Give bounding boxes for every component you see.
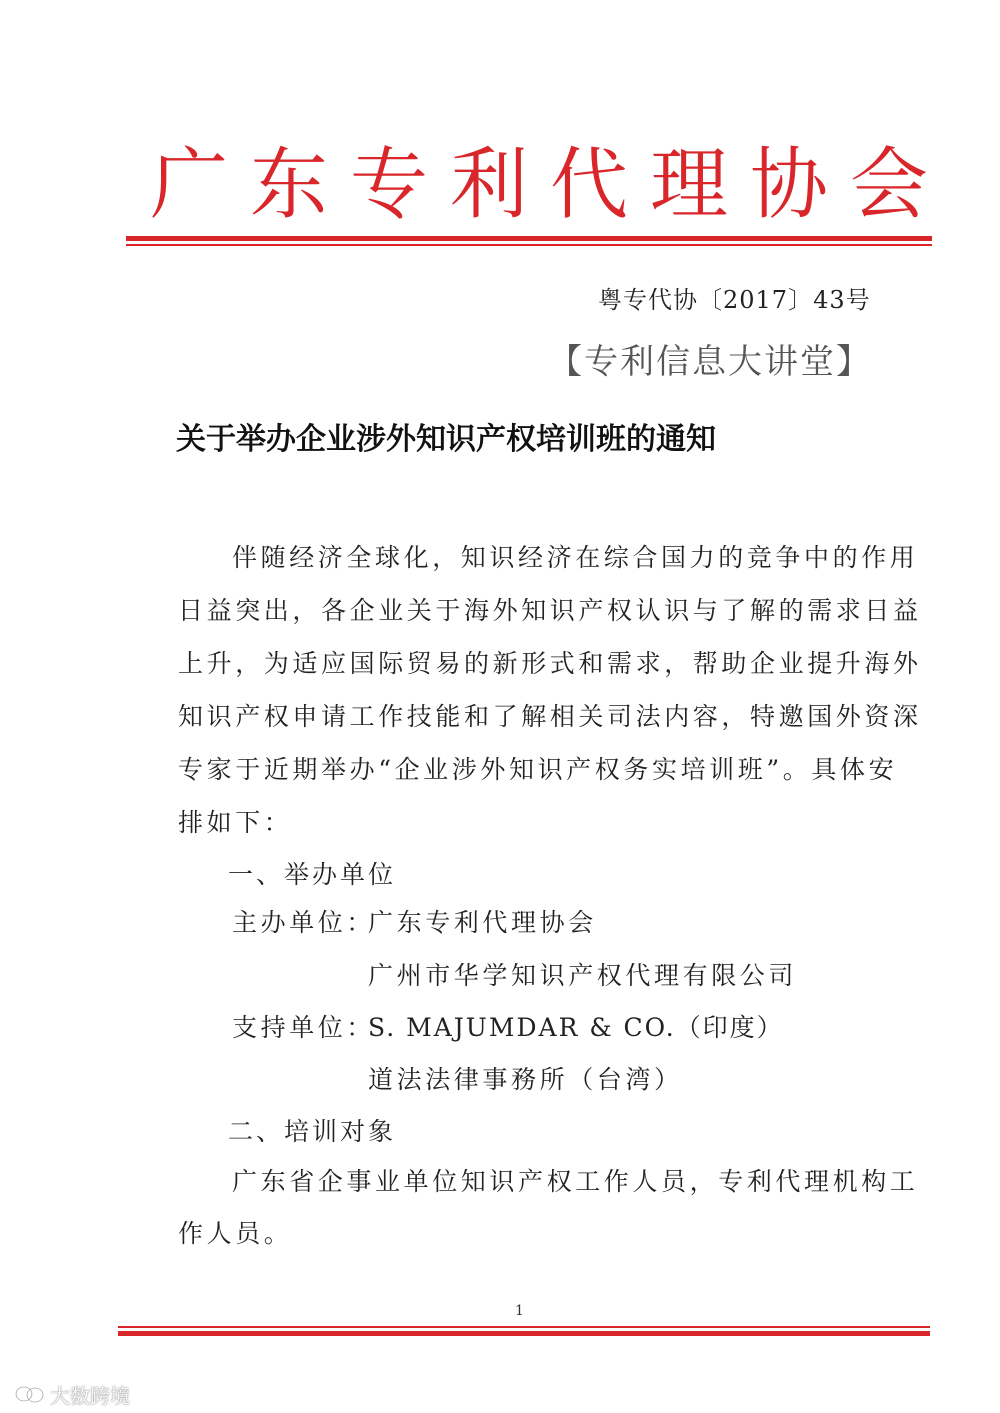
section-2-text: 作人员。 [178, 1219, 293, 1248]
notice-title: 关于举办企业涉外知识产权培训班的通知 [176, 422, 716, 457]
intro-line: 日益突出，各企业关于海外知识产权认识与了解的需求日益 [178, 596, 922, 625]
letterhead-org-name: 广东专利代理协会 [150, 140, 951, 230]
chat-bubble-logo-icon [14, 1384, 46, 1406]
watermark [14, 1380, 130, 1409]
footer-rule-thin [118, 1326, 930, 1328]
host-org: 广东专利代理协会 [368, 908, 597, 937]
intro-line: 排如下： [178, 808, 293, 837]
intro-line: 专家于近期举办“企业涉外知识产权务实培训班”。具体安 [178, 755, 898, 784]
series-tag: 【专利信息大讲堂】 [548, 342, 872, 382]
intro-line: 知识产权申请工作技能和了解相关司法内容，特邀国外资深 [178, 702, 922, 731]
intro-line: 上升，为适应国际贸易的新形式和需求，帮助企业提升海外 [178, 649, 922, 678]
letterhead-rule-thick [126, 236, 932, 241]
support-label: 支持单位： [232, 1013, 376, 1042]
section-1-heading: 一、举办单位 [228, 860, 397, 889]
support-org: 道法法律事務所（台湾） [368, 1065, 683, 1094]
watermark-text: 大数跨境 [50, 1384, 130, 1408]
section-2-heading: 二、培训对象 [228, 1117, 397, 1146]
section-2-text: 广东省企事业单位知识产权工作人员，专利代理机构工 [232, 1167, 919, 1196]
host-label: 主办单位： [232, 908, 376, 937]
host-org: 广州市华学知识产权代理有限公司 [368, 961, 798, 990]
page-number: 1 [515, 1303, 524, 1319]
footer-rule-thick [118, 1331, 930, 1336]
document-number: 粤专代协〔2017〕43号 [598, 286, 871, 314]
support-org: S. MAJUMDAR & CO.（印度） [368, 1013, 784, 1042]
letterhead-rule-thin [126, 244, 932, 246]
intro-line: 伴随经济全球化，知识经济在综合国力的竞争中的作用 [232, 543, 919, 572]
